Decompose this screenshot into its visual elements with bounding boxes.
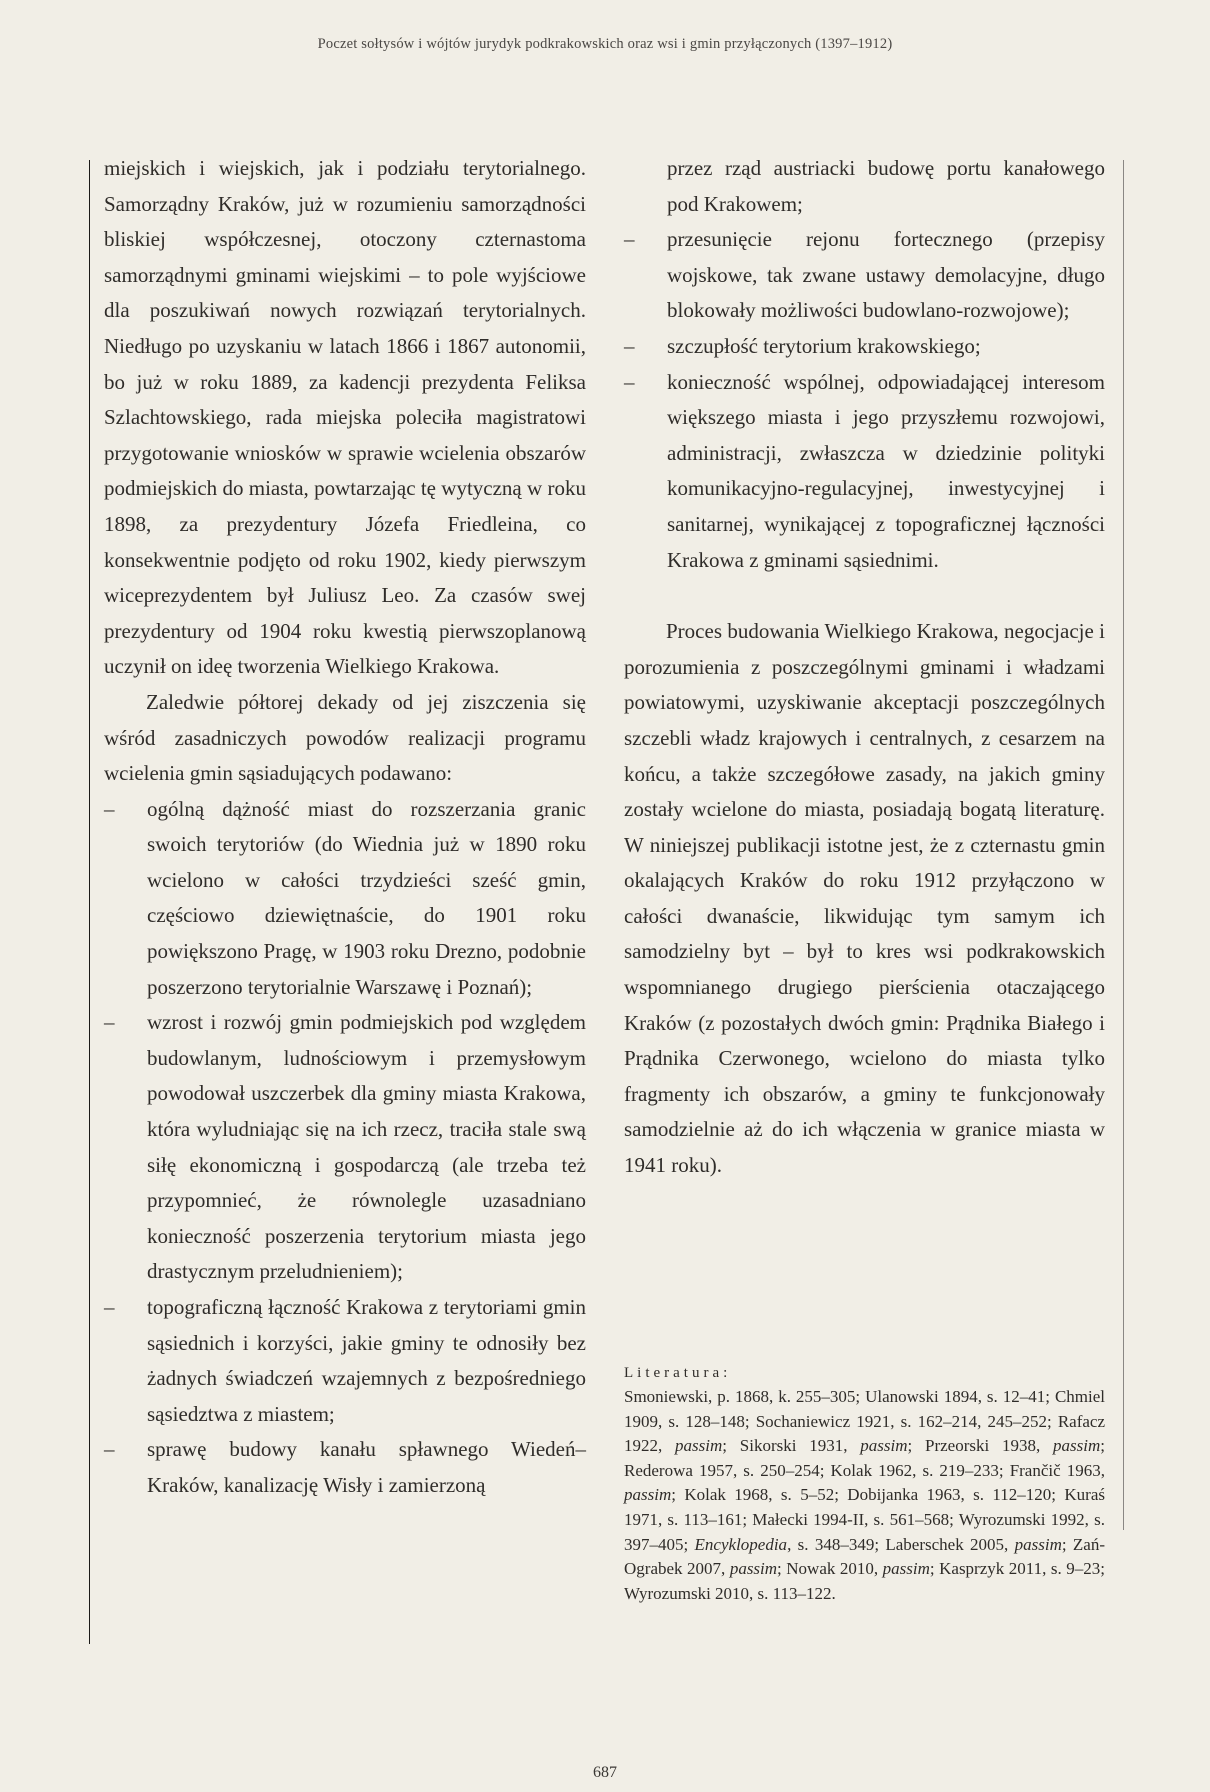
list-item (624, 329, 1105, 365)
reference-italic: passim (729, 1559, 778, 1579)
list-item-continuation (624, 151, 1105, 222)
list-item-text: przez rząd austriacki budowę portu kanałowego pod Krakowem; (667, 156, 1105, 216)
list-item (104, 1432, 586, 1503)
literature-section (624, 1361, 1105, 1606)
reference-italic: passim (1014, 1534, 1062, 1554)
reasons-list (104, 792, 586, 1504)
dash-bullet: – (104, 1010, 115, 1035)
list-item-text: szczupłość terytorium krakowskiego; (667, 333, 981, 358)
reference-text: ; Rederowa 1957, s. 250–254; Kolak 1962, s. 219–233; Frančič 1963, (624, 1436, 1105, 1480)
reference-text: ; Nowak 2010, (777, 1559, 883, 1579)
list-item (624, 222, 1105, 329)
reference-text: ; Sikorski 1931, (722, 1436, 861, 1456)
list-item-text: przesunięcie rejonu fortecznego (przepisy wojskowe, tak zwane ustawy demolacyjne, długo blokowały możliwości budowlano-rozwojowe); (667, 227, 1105, 323)
list-item-text: topograficzną łączność Krakowa z terytoriami gmin sąsiednich i korzyści, jakie gminy te odnosiły bez żadnych świadczeń wzajemnych z bezpośredniego sąsiedztwa z miastem; (147, 1295, 586, 1426)
right-margin-rule (1123, 160, 1124, 1530)
list-item-text: ogólną dążność miast do rozszerzania granic swoich terytoriów (do Wiednia już w 1890 roku wcielono w całości trzydzieści sześć gmin, częściowo dziewiętnaście, do 1901 roku powiększono Pragę, w 1903 roku Drezno, podobnie poszerzono terytorialnie Warszawę i Poznań); (147, 796, 586, 999)
list-item-text: konieczność wspólnej, odpowiadającej interesom większego miasta i jego przyszłemu rozwojowi, administracji, zwłaszcza w dziedzinie polityki komunikacyjno-regulacyjnej, inwestycyjnej i sanitarnej, wynikającej z topograficznej łączności Krakowa z gminami sąsiednimi. (667, 369, 1105, 572)
body-paragraph: Zaledwie półtorej dekady od jej ziszczenia się wśród zasadniczych powodów realizacji programu wcielenia gmin sąsiadujących podawano: (104, 689, 586, 786)
paragraph-spacer (624, 578, 1105, 614)
left-margin-rule (89, 160, 90, 1644)
reference-text: ; Kasprzyk 2011, s. 9–23; Wyrozumski 2010, s. 113–122. (624, 1559, 1106, 1603)
dash-bullet: – (624, 333, 635, 358)
page-number: 687 (593, 1764, 617, 1781)
literature-title: Literatura: (624, 1365, 732, 1381)
running-header: Poczet sołtysów i wójtów jurydyk podkrakowskich oraz wsi i gmin przyłączonych (1397–1912) (317, 36, 893, 52)
list-item-text: wzrost i rozwój gmin podmiejskich pod względem budowlanym, ludnościowym i przemysłowym powodował uszczerbek dla gminy miasta Krakowa, która wyludniając się na ich rzecz, traciła stale swą siłę ekonomiczną i gospodarczą (ale trzeba też przypomnieć, że równolegle uzasadniano konieczność poszerzenia terytorium miasta jego drastycznym przeludnieniem); (147, 1010, 586, 1284)
left-column (104, 151, 586, 1504)
reference-italic: Encyklopedia (694, 1534, 788, 1554)
reference-italic: passim (624, 1485, 672, 1505)
dash-bullet: – (624, 227, 635, 252)
reference-text: ; Zań-Ograbek 2007, (624, 1534, 1105, 1579)
list-item (624, 365, 1105, 579)
reference-italic: passim (882, 1559, 930, 1579)
body-paragraph: Proces budowania Wielkiego Krakowa, negocjacje i porozumienia z poszczególnymi gminami i władzami powiatowymi, uzyskiwanie akceptacji poszczególnych szczebli władz krajowych i centralnych, z cesarzem na końcu, a także szczegółowe zasady, na jakich gminy zostały wcielone do miasta, posiadają bogatą literaturę. W niniejszej publikacji istotne jest, że z czternastu gmin okalających Kraków do roku 1912 przyłączono w całości dwanaście, likwidując tym samym ich samodzielny byt – był to kres wsi podkrakowskich wspomnianego drugiego pierścienia otaczającego Kraków (z pozostałych dwóch gmin: Prądnika Białego i Prądnika Czerwonego, wcielono do miasta tylko fragmenty ich obszarów, a gminy te funkcjonowały samodzielnie aż do ich włączenia w granice miasta w 1941 roku). (624, 619, 1105, 1178)
reference-text: ; Przeorski 1938, (907, 1436, 1054, 1456)
list-item (104, 1005, 586, 1290)
reference-italic: passim (1053, 1436, 1101, 1456)
dash-bullet: – (104, 1295, 115, 1319)
right-column (624, 151, 1105, 1184)
list-item (104, 1290, 586, 1432)
list-item (104, 792, 586, 1006)
reference-italic: passim (675, 1436, 723, 1456)
reference-text: ; Kolak 1968, s. 5–52; Dobijanka 1963, s. 112–120; Kuraś 1971, s. 113–161; Małecki 1994-II, s. 561–568; Wyrozumski 1992, s. 397–405; (624, 1485, 1105, 1554)
list-item-text: sprawę budowy kanału spławnego Wiedeń–Kraków, kanalizację Wisły i zamierzoną (147, 1437, 586, 1497)
dash-bullet: – (104, 1437, 115, 1462)
literature-references (624, 1385, 1105, 1606)
body-paragraph: miejskich i wiejskich, jak i podziału terytorialnego. Samorządny Kraków, już w rozumieniu samorządności bliskiej współczesnej, otoczony czternastoma samorządnymi gminami wiejskimi – to pole wyjściowe dla poszukiwań nowych rozwiązań terytorialnych. Niedługo po uzyskaniu w latach 1866 i 1867 autonomii, bo już w roku 1889, za kadencji prezydenta Feliksa Szlachtowskiego, rada miejska poleciła magistratowi przygotowanie wniosków w sprawie wcielenia obszarów podmiejskich do miasta, powtarzając tę wytyczną w roku 1898, za prezydentury Józefa Friedleina, co konsekwentnie podjęto od roku 1902, kiedy pierwszym wiceprezydentem był Juliusz Leo. Za czasów swej prezydentury od 1904 roku kwestią pierwszoplanową uczynił on ideę tworzenia Wielkiego Krakowa. (104, 156, 586, 679)
reference-text: Smoniewski, p. 1868, k. 255–305; Ulanowski 1894, s. 12–41; Chmiel 1909, s. 128–148; Sochaniewicz 1921, s. 162–214, 245–252; Rafacz 1922, (624, 1387, 1105, 1456)
reasons-list-continued (624, 151, 1105, 578)
dash-bullet: – (104, 796, 115, 821)
reference-text: , s. 348–349; Laberschek 2005, (787, 1534, 1015, 1554)
reference-italic: passim (860, 1436, 908, 1456)
dash-bullet: – (624, 369, 635, 394)
